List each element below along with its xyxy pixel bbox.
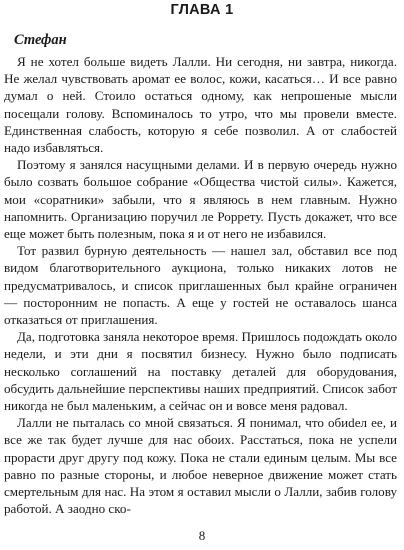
page-number: 8 <box>198 528 206 543</box>
paragraph: Да, подготовка заняла некоторое время. Пришлось подождать около недели, и эти дни я посвятил бизнесу. Нужно было подписать несколько соглашений на поставку деталей для оборудования, обсудить дальнейшие перспективы наших предприятий. Список забот никогда не был маленьким, а сейчас он и вовсе меня радовал. <box>4 329 397 414</box>
body-text <box>4 53 397 517</box>
narrator-heading: Стефан <box>14 32 67 48</box>
paragraph: Лалли не пыталась со мной связаться. Я понимал, что обиdел ее, и все же так будет лучше для нас обоих. Расстаться, пока не успели прорасти друг другу под кожу. Пока не стали единым целым. Мы все равно по разные стороны, и любое неверное движение может стать смертельным для нас. На этом я оставил мысли о Лалли, забив голову работой. А заодно ско- <box>4 415 397 517</box>
chapter-title: ГЛАВА 1 <box>170 2 234 18</box>
paragraph: Поэтому я занялся насущными делами. И в первую очередь нужно было созвать большое собрание «Общества чистой силы». Кажется, мои «соратники» забыли, что я являюсь в нем главным. Нужно напомнить. Организацию поручил ле Роррету. Пусть докажет, что все еще может быть полезным, пока я и от него не избавился. <box>4 157 397 242</box>
paragraph: Тот развил бурную деятельность — нашел зал, обставил все под видом благотворительного аукциона, только никаких лотов не предусматривалось, и список приглашенных был крайне ограничен — посторонним не попасть. А еще у гостей не оставалось шанса отказаться от приглашения. <box>4 243 397 328</box>
paragraph: Я не хотел больше видеть Лалли. Ни сегодня, ни завтра, никогда. Не желал чувствовать аромат ее волос, кожи, касаться… И все равно думал о ней. Стоило остаться одному, как непрошеные мысли посещали голову. Вспоминалось то утро, что мы провели вместе. Единственная слабость, которую я себе позволил. А от слабостей надо избавляться. <box>4 54 397 156</box>
